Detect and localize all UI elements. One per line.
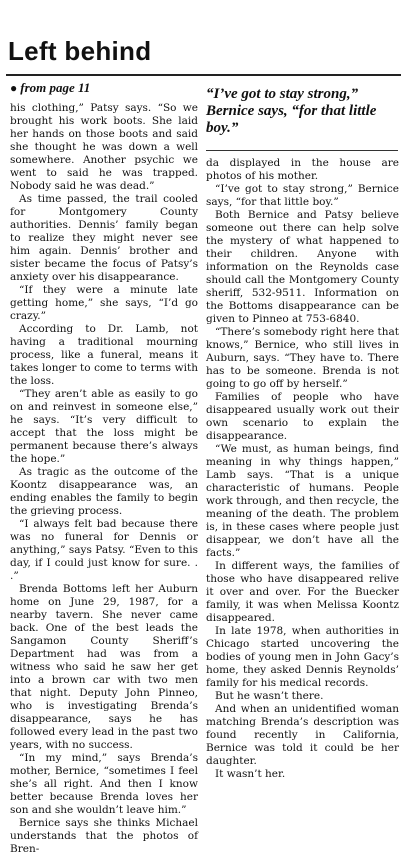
- paragraph: As time passed, the trail cooled for Montgomery County authorities. Dennis’ family began to realize they might never see him again. Dennis’ brother and sister became the focus of Patsy’s anxiety over his disappearance.: [10, 193, 198, 283]
- paragraph: And when an unidentified woman matching Brenda’s description was found recently in California, Bernice was told it could be her daughter.: [206, 703, 399, 767]
- pull-quote-rule: [206, 150, 398, 151]
- jump-line: [10, 80, 90, 96]
- paragraph: In late 1978, when authorities in Chicago started uncovering the bodies of young men in John Gacy’s home, they asked Dennis Reynolds’ family for his medical records.: [206, 625, 399, 689]
- paragraph: “I’ve got to stay strong,” Bernice says, “for that little boy.”: [206, 183, 399, 208]
- paragraph: Families of people who have disappeared usually work out their own scenario to explain the disappearance.: [206, 391, 399, 442]
- paragraph: “We must, as human beings, find meaning in why things happen,” Lamb says. “That is a unique characteristic of humans. People work through, and then recycle, the meaning of the death. The problem is, in these cases where people just disappear, we don’t have all the facts.”: [206, 443, 399, 559]
- paragraph: Both Bernice and Patsy believe someone out there can help solve the mystery of what happened to their children. Anyone with information on the Reynolds case should call the Montgomery County sheriff, 532-9511. Information on the Bottoms disappearance can be given to Pinneo at 753-6840.: [206, 209, 399, 325]
- paragraph: “There’s somebody right here that knows,” Bernice, who still lives in Auburn, says. “They have to. There has to be someone. Brenda is not going to go off by herself.”: [206, 326, 399, 390]
- paragraph: “They aren’t able as easily to go on and reinvest in someone else,” he says. “It’s very difficult to accept that the loss might be permanent because there’s always the hope.”: [10, 388, 198, 465]
- jump-text: from page 11: [20, 80, 91, 95]
- bullet-icon: ●: [10, 81, 18, 95]
- headline-rule: [6, 74, 401, 76]
- paragraph: According to Dr. Lamb, not having a traditional mourning process, like a funeral, means it takes longer to come to terms with the loss.: [10, 323, 198, 387]
- paragraph: “I always felt bad because there was no funeral for Dennis or anything,” says Patsy. “Even to this day, if I could just know for sure. . .”: [10, 518, 198, 582]
- paragraph: In different ways, the families of those who have disappeared relive it over and over. For the Buecker family, it was when Melissa Koontz disappeared.: [206, 560, 399, 624]
- paragraph: “If they were a minute late getting home,” she says, “I’d go crazy.”: [10, 284, 198, 322]
- paragraph: Brenda Bottoms left her Auburn home on June 29, 1987, for a nearby tavern. She never came back. One of the best leads the Sangamon County Sheriff’s Department had was from a witness who said he saw her get into a brown car with two men that night. Deputy John Pinneo, who is investigating Brenda’s disappearance, says he has followed every lead in the past two years, with no success.: [10, 583, 198, 751]
- paragraph: But he wasn’t there.: [215, 690, 324, 702]
- paragraph: “In my mind,” says Brenda’s mother, Bernice, “sometimes I feel she’s all right. And then I know better because Brenda loves her son and she wouldn’t leave him.”: [10, 752, 198, 816]
- paragraph: da displayed in the house are photos of his mother.: [206, 157, 399, 182]
- paragraph: Bernice says she thinks Michael understands that the photos of Bren-: [10, 817, 198, 855]
- headline: Left behind: [8, 36, 152, 66]
- right-column: [206, 157, 399, 780]
- paragraph: As tragic as the outcome of the Koontz disappearance was, an ending enables the family to begin the grieving process.: [10, 466, 198, 517]
- paragraph: It wasn’t her.: [215, 768, 286, 780]
- pull-quote: “I’ve got to stay strong,” Bernice says, “for that little boy.”: [206, 86, 377, 136]
- left-column: [10, 102, 198, 855]
- paragraph: his clothing,” Patsy says. “So we brought his work boots. She laid her hands on those boots and said she thought he was down a well somewhere. Another psychic we went to said he was trapped. Nobody said he was dead.”: [10, 102, 198, 192]
